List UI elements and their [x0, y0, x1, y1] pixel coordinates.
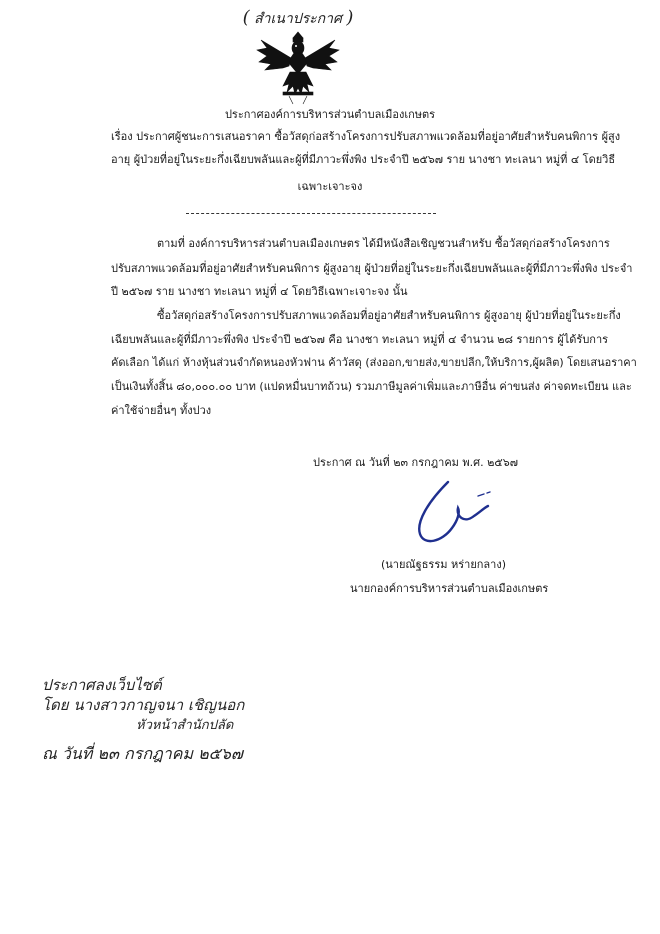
- garuda-emblem-icon: [253, 26, 343, 106]
- paragraph-line: ปรับสภาพแวดล้อมที่อยู่อาศัยสำหรับคนพิการ ผู้สูงอายุ ผู้ป่วยที่อยู่ในระยะกึ่งเฉียบพลันและผู้ที่มีภาวะพึ่งพิง ประจำ: [111, 262, 633, 275]
- subject-line: อายุ ผู้ป่วยที่อยู่ในระยะกึ่งเฉียบพลันและผู้ที่มีภาวะพึ่งพิง ประจำปี ๒๕๖๗ ราย นางชา ทะเลนา หมู่ที่ ๔ โดยวิธี: [111, 153, 616, 166]
- dashed-divider: [186, 213, 436, 214]
- signer-name: (นายณัฐธรรม หร่ายกลาง): [381, 558, 507, 571]
- signer-title: นายกองค์การบริหารส่วนตำบลเมืองเกษตร: [350, 582, 549, 595]
- close-paren: ): [346, 7, 354, 28]
- paragraph-line: ตามที่ องค์การบริหารส่วนตำบลเมืองเกษตร ได้มีหนังสือเชิญชวนสำหรับ ซื้อวัสดุก่อสร้างโครงการ: [157, 237, 610, 250]
- handwritten-note-line: ณ วันที่ ๒๓ กรกฎาคม ๒๕๖๗: [42, 744, 243, 763]
- paragraph-line: เป็นเงินทั้งสิ้น ๘๐,๐๐๐.๐๐ บาท (แปดหมื่นบาทถ้วน) รวมภาษีมูลค่าเพิ่มและภาษีอื่น ค่าขนส่ง ค่าจดทะเบียน และ: [111, 380, 632, 393]
- paragraph-line: ปี ๒๕๖๗ ราย นางชา ทะเลนา หมู่ที่ ๔ โดยวิธีเฉพาะเจาะจง นั้น: [111, 285, 408, 298]
- paragraph-line: เฉียบพลันและผู้ที่มีภาวะพึ่งพิง ประจำปี ๒๕๖๗ คือ นางชา ทะเลนา หมู่ที่ ๔ จำนวน ๒๘ รายการ ผู้ได้รับการ: [111, 333, 609, 346]
- paragraph-line: ซื้อวัสดุก่อสร้างโครงการปรับสภาพแวดล้อมที่อยู่อาศัยสำหรับคนพิการ ผู้สูงอายุ ผู้ป่วยที่อยู่ในระยะกึ่ง: [157, 309, 621, 322]
- handwritten-note-line: โดย นางสาวกาญจนา เชิญนอก: [42, 696, 245, 714]
- subject-line: เรื่อง ประกาศผู้ชนะการเสนอราคา ซื้อวัสดุก่อสร้างโครงการปรับสภาพแวดล้อมที่อยู่อาศัยสำหรับคนพิการ ผู้สูง: [111, 130, 621, 143]
- open-paren: (: [242, 7, 250, 28]
- paragraph-line: คัดเลือก ได้แก่ ห้างหุ้นส่วนจำกัดหนองหัวฟาน ค้าวัสดุ (ส่งออก,ขายส่ง,ขายปลีก,ให้บริการ,ผู้ผลิต) โดยเสนอราคา: [111, 356, 637, 369]
- copy-stamp-text: สำเนาประกาศ: [254, 11, 342, 27]
- handwritten-note-line: หัวหน้าสำนักปลัด: [136, 718, 234, 733]
- announcement-date: ประกาศ ณ วันที่ ๒๓ กรกฎาคม พ.ศ. ๒๕๖๗: [313, 456, 518, 469]
- handwritten-signature-icon: [408, 472, 518, 552]
- handwritten-note-line: ประกาศลงเว็บไซต์: [42, 676, 162, 694]
- subject-line: เฉพาะเจาะจง: [297, 180, 363, 193]
- announcement-title: ประกาศองค์การบริหารส่วนตำบลเมืองเกษตร: [224, 108, 436, 121]
- paragraph-line: ค่าใช้จ่ายอื่นๆ ทั้งปวง: [111, 404, 212, 417]
